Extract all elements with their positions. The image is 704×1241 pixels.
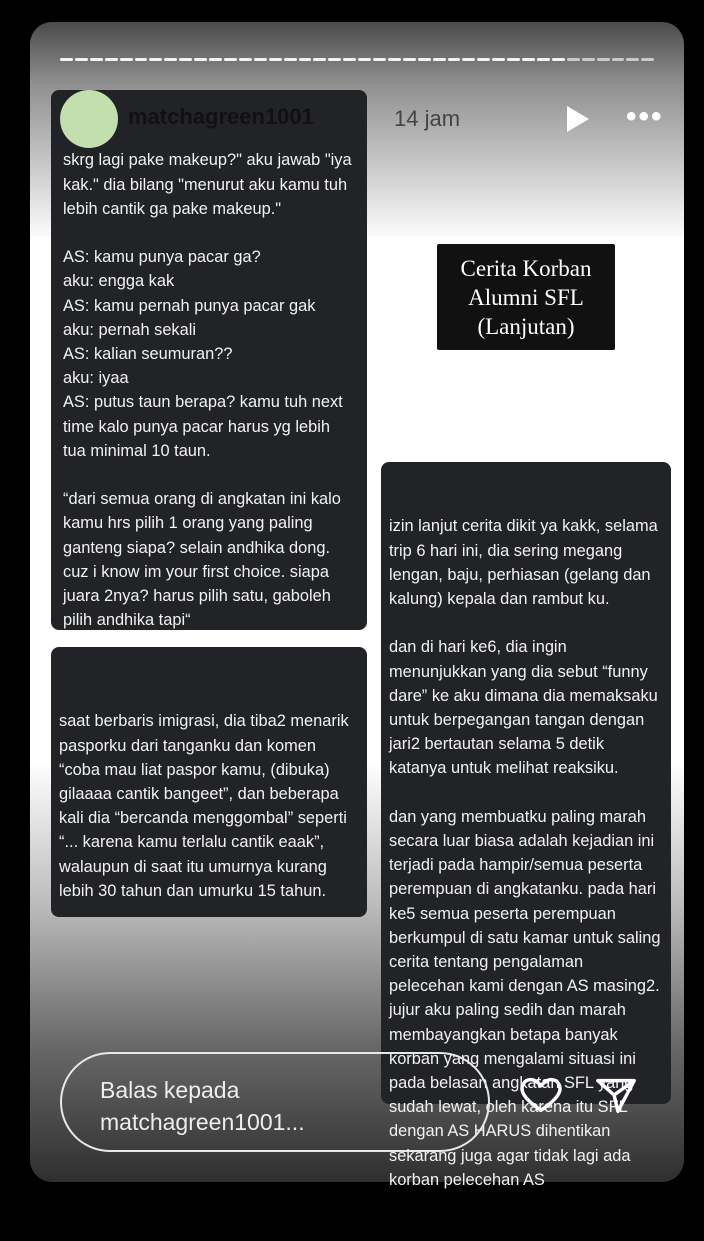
story-viewer[interactable] [30, 22, 684, 1189]
story-title: Cerita Korban Alumni SFL (Lanjutan) [460, 255, 592, 339]
reply-placeholder: Balas kepada matchagreen1001... [100, 1077, 305, 1135]
reply-input[interactable] [60, 1052, 490, 1152]
post-time: 14 jam [394, 106, 461, 131]
username[interactable]: matchagreen1001 [128, 104, 314, 129]
chat-screenshot-card-right [381, 462, 671, 1189]
card-text: skrg lagi pake makeup?" aku jawab "iya kak." dia bilang "menurut aku kamu tuh lebih cantik ga pake makeup." AS: kamu punya pacar ga? aku: engga kak AS: kamu pernah punya pacar gak aku: pernah sekali AS: kalian seumuran?? aku: iyaa AS: putus taun berapa? kamu tuh next time kalo punya pacar harus yg lebih tua minimal 10 taun. “dari semua orang di angkatan ini kalo kamu hrs pilih 1 orang yang paling ganteng siapa? selain andhika dong. cuz i know im your first choice. siapa juara 2nya? harus pilih satu, gaboleh pilih andhika tapi“ [63, 151, 352, 630]
card-text: izin lanjut cerita dikit ya kakk, selama trip 6 hari ini, dia sering megang lengan, baju, perhiasan (gelang dan kalung) kepala dan rambut ku. dan di hari ke6, dia ingin menunjukkan yang dia sebut “funny dare” ke aku dimana dia memaksaku untuk berpegangan tangan dengan jari2 bertautan selama 5 detik katanya untuk melihat reaksiku. dan yang membuatku paling marah secara luar biasa adalah kejadian ini terjadi pada hampir/semua peserta perempuan di angkatanku. pada hari ke5 semua peserta perempuan berkumpul di satu kamar untuk saling cerita tentang pengalaman pelecehan kami dengan AS masing2. jujur aku paling sedih dan marah membayangkan betapa banyak korban yang mengalami situasi ini pada belasan angkatan SFL yang sudah lewat, oleh karena itu SFL dengan AS HARUS dihentikan sekarang juga agar tidak lagi ada korban pelecehan AS [389, 517, 661, 1189]
story-title-box [437, 244, 615, 350]
play-icon[interactable] [567, 106, 589, 132]
story-progress-bar [60, 58, 654, 62]
story-header [60, 90, 664, 140]
chat-screenshot-card-left-bottom [51, 647, 367, 917]
send-icon[interactable] [593, 1072, 639, 1118]
card-text: saat berbaris imigrasi, dia tiba2 menarik pasporku dari tanganku dan komen “coba mau liat paspor kamu, (dibuka) gilaaaa cantik bangeet”, dan beberapa kali dia “bercanda menggombal” seperti “... karena kamu terlalu cantik eaak”, walaupun di saat itu umurnya kurang lebih 30 tahun dan umurku 15 tahun. [59, 712, 354, 900]
heart-icon[interactable] [518, 1070, 564, 1116]
avatar[interactable] [60, 90, 118, 148]
chat-screenshot-card-left-top [51, 90, 367, 630]
more-icon[interactable]: ••• [626, 100, 664, 133]
